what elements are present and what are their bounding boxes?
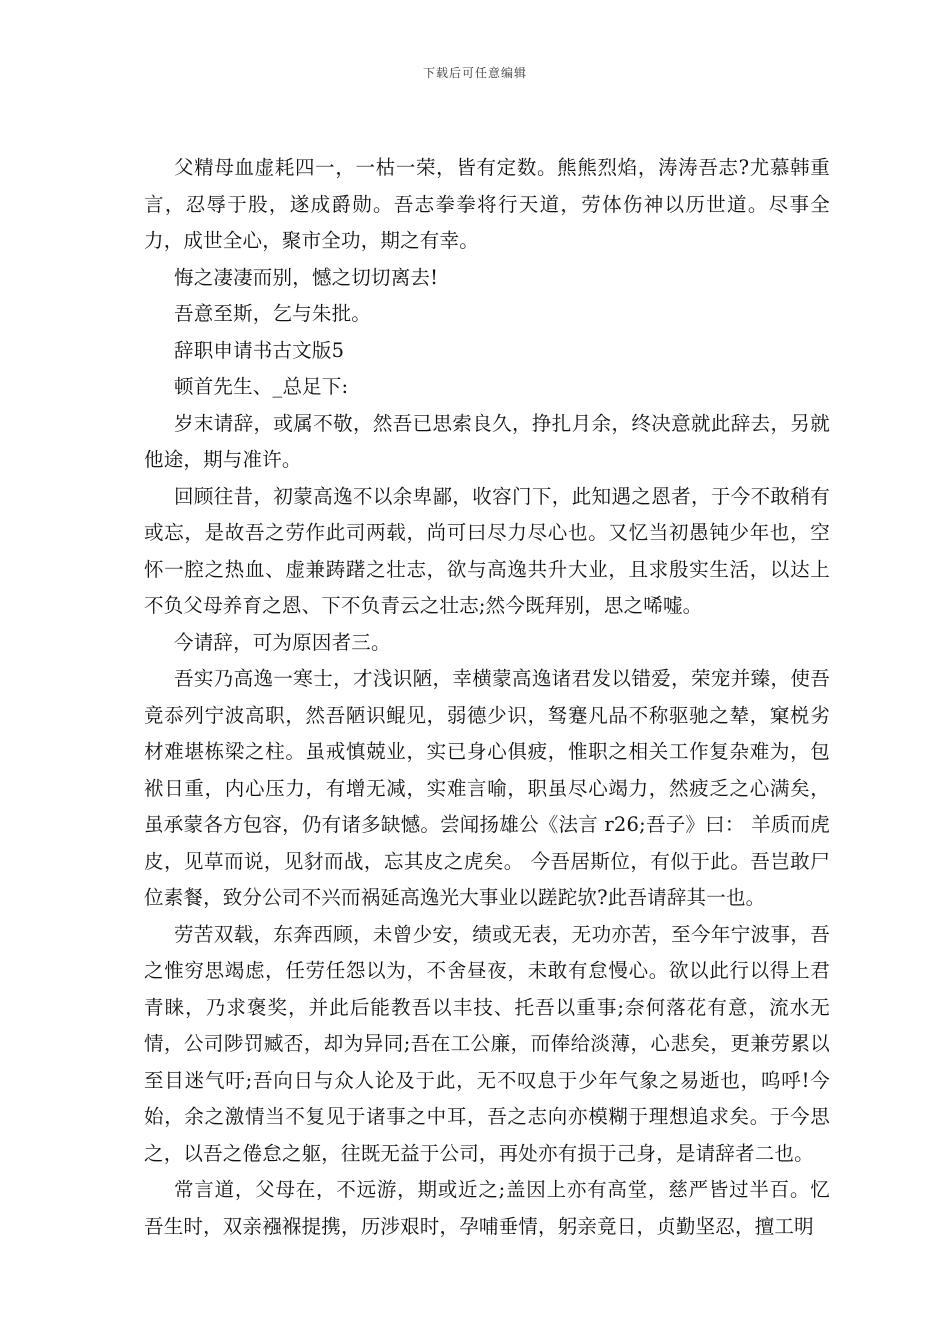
paragraph-11: 常言道，父母在，不远游，期或近之;盖因上亦有高堂，慈严皆过半百。忆吾生时，双亲襁褓提携，历涉艰时，孕哺垂情，躬亲竟日，贞勤坚忍，擅工明	[144, 1178, 830, 1238]
paragraph-10: 劳苦双载，东奔西顾，未曾少安，绩或无表，无功亦苦，至今年宁波事，吾之惟穷思竭虑，任劳任怨以为，不舍昼夜，未敢有怠慢心。欲以此行以得上君青睐，乃求褒奖，并此后能教吾以丰技、托吾以重事;奈何落花有意，流水无情，公司陟罚臧否，却为异同;吾在工公廉，而俸给淡薄，心悲矣，更兼劳累以至目迷气吁;吾向日与众人论及于此，无不叹息于少年气象之易逝也，呜呼!今始，余之激情当不复见于诸事之中耳，吾之志向亦模糊于理想追求矣。于今思之，以吾之倦怠之躯，往既无益于公司，再处亦有损于己身，是请辞者二也。	[144, 922, 830, 1165]
paragraph-7: 回顾往昔，初蒙高逸不以余卑鄙，收容门下，此知遇之恩者，于今不敢稍有或忘，是故吾之劳作此司两载，尚可曰尽力尽心也。又忆当初愚钝少年也，空怀一腔之热血、虚兼踌躇之壮志，欲与高逸共升大业，且求殷实生活，以达上不负父母养育之恩、下不负青云之壮志;然今既拜别，思之唏嘘。	[144, 484, 830, 617]
section-title: 辞职申请书古文版5	[174, 338, 345, 362]
document-body	[144, 150, 830, 1245]
paragraph-3: 吾意至斯，乞与朱批。	[174, 302, 372, 325]
paragraph-8: 今请辞，可为原因者三。	[174, 630, 391, 654]
page-header: 下载后可任意编辑	[422, 66, 527, 80]
salutation: 顿首先生、_总足下:	[174, 375, 349, 398]
paragraph-6: 岁末请辞，或属不敬，然吾已思索良久，挣扎月余，终决意就此辞去，另就他途，期与准许。	[144, 411, 830, 471]
paragraph-2: 悔之凄凄而别，憾之切切离去!	[174, 265, 439, 289]
paragraph-9: 吾实乃高逸一寒士，才浅识陋，幸横蒙高逸诸君发以错爱，荣宠并臻，使吾竟忝列宁波高职，然吾陋识鲲见，弱德少识，驽蹇凡品不称驱驰之辇，窠棁劣材难堪栋梁之柱。虽戒慎兢业，实已身心俱疲，惟职之相关工作复杂难为，包袱日重，内心压力，有增无减，实难言喻，职虽尽心竭力，然疲乏之心满矣，虽承蒙各方包容，仍有诸多缺憾。尝闻扬雄公《法言 r26;吾子》曰： 羊质而虎皮，见草而说，见豺而战，忘其皮之虎矣。 今吾居斯位，有似于此。吾岂敢尸位素餐，致分公司不兴而祸延高逸光大事业以蹉跎欤?此吾请辞其一也。	[144, 667, 830, 909]
paragraph-1: 父精母血虚耗四一，一枯一荣，皆有定数。熊熊烈焰，涛涛吾志?尤慕韩重言，忍辱于股，遂成爵勋。吾志拳拳将行天道，劳体伤神以历世道。尽事全力，成世全心，聚市全功，期之有幸。	[144, 156, 830, 252]
